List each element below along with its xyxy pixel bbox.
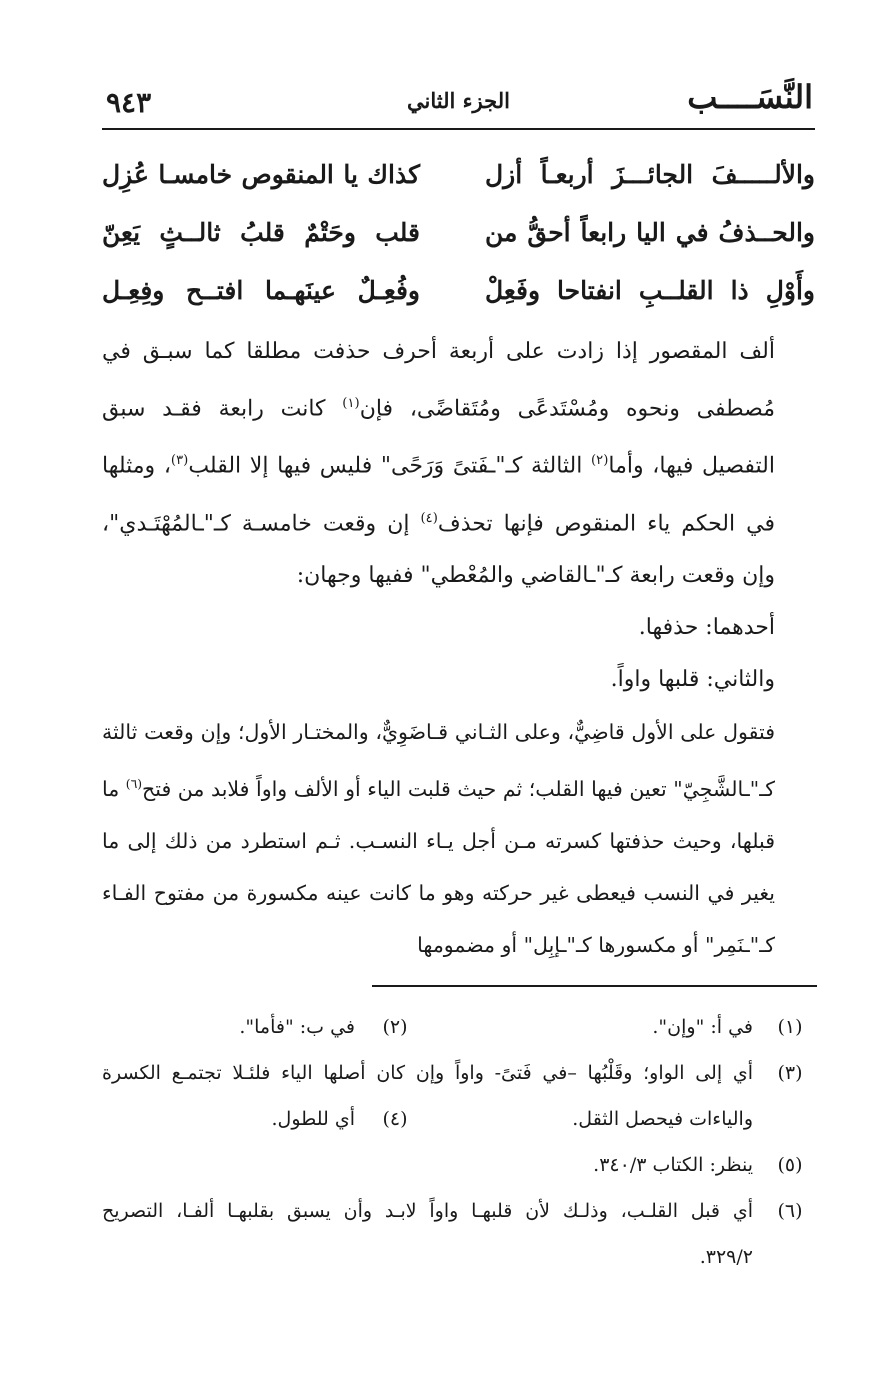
footnote (102, 1100, 815, 1146)
verse-line (102, 208, 815, 266)
footnote-text: ٣٢٩/٢. (699, 1246, 753, 1268)
paragraph: ألف المقصور إذا زادت على أربعة أحرف حذفت مطلقا كما سبـق في مُصطفى ونحوه ومُسْتَدعًى ومُتَقاضًى، فإن$^{(١)}$ كانت رابعة فقـد سبق التفصيل فيها، وأما$^{(٢)}$ الثالثة كـ"ـفَتىً وَرَحًى" فليس فيها إلا القلب$^{(٣)}$، ومثلها في الحكم ياء المنقوص فإنها تحذف$^{(٤)}$ إن وقعت خامسـة كـ"ـالمُهْتَـدي"، وإن وقعت رابعة كـ"ـالقاضي والمُعْطي" ففيها وجهان: (102, 339, 776, 588)
paragraph: أحدهما: حذفها. (638, 614, 775, 640)
footnote-separator (372, 985, 817, 987)
verse-first-hemistich: وأَوْلِ ذا القلــبِ انفتاحا وفَعِلْ (485, 276, 815, 305)
footnote-text: أي إلى الواو؛ وقَلْبُها –في فَتىً- واواً وإن كان أصلها الياء فلئـلا تجتمـع الكسرة (102, 1062, 753, 1084)
verse-second-hemistich: وفُعِـلٌ عينَهـما افتــح وفِعِـل (102, 276, 420, 305)
paragraph: فتقول على الأول قاضِيٌّ، وعلى الثـاني قـاضَوِيٌّ، والمختـار الأول؛ وإن وقعت ثالثة كـ"ـالشَّجِيّ" تعين فيها القلب؛ ثم حيث قلبت الياء أو الألف واواً فلابد من فتح$^{(٦)}$ ما قبلها، وحيث حذفتها كسرته مـن أجل يـاء النسـب. ثـم استطرد من ذلك إلى ما يغير في النسب فيعطى غير حركته وهو ما كانت عينه مكسورة من مفتوح الفـاء كـ"ـنَمِر" أو مكسورها كـ"ـإبِل" أو مضمومها (102, 719, 776, 957)
footnote-number: (٣) (777, 1062, 803, 1084)
footnote-text: في ب: "فأما". (239, 1016, 355, 1038)
footnote-number: (٢) (382, 1016, 408, 1038)
footnote-ref: (٤) (420, 510, 438, 526)
footnote-text: ينظر: الكتاب ٣٤٠/٣. (593, 1154, 753, 1176)
verse-first-hemistich: والحــذفُ في اليا رابعاً أحقُّ من (485, 218, 815, 247)
footnote-text: والياءات فيحصل الثقل. (572, 1108, 753, 1130)
footnote-number: (٥) (777, 1154, 803, 1176)
page-number: ٩٤٣ (106, 86, 152, 119)
chapter-title: النَّسَــــب (687, 78, 813, 116)
footnotes (102, 1008, 815, 1284)
footnote-number: (٦) (777, 1200, 803, 1222)
verse-second-hemistich: كذاك يا المنقوص خامسـا عُزِل (102, 160, 420, 189)
footnote (102, 1146, 815, 1192)
page-header (102, 76, 815, 130)
footnote-number: (٤) (382, 1108, 408, 1130)
footnote-ref: (٢) (591, 453, 609, 469)
footnote (102, 1054, 815, 1100)
footnote-ref: (٦) (125, 776, 143, 791)
verse-line (102, 150, 815, 208)
footnote-text: أي للطول. (271, 1108, 355, 1130)
footnote-ref: (١) (342, 396, 360, 411)
verse-second-hemistich: قلب وحَتْمٌ قلبُ ثالــثٍ يَعِنّ (102, 218, 420, 247)
footnote-ref: (٣) (170, 453, 189, 469)
verse-block (102, 150, 815, 324)
footnote-text: في أ: "وإن". (652, 1016, 753, 1038)
verse-line (102, 266, 815, 324)
body-text (102, 326, 815, 971)
footnote-text: أي قبل القلـب، وذلـك لأن قلبهـا واواً لابـد وأن يسبق بقلبهـا ألفـا، التصريح (102, 1200, 753, 1222)
paragraph: والثاني: قلبها واواً. (610, 666, 775, 692)
footnote-number: (١) (777, 1016, 803, 1038)
verse-first-hemistich: والألـــــفَ الجائـــزَ أربعـاً أزل (485, 160, 815, 189)
footnote (102, 1008, 815, 1054)
footnote (102, 1192, 815, 1238)
part-title: الجزء الثاني (407, 88, 510, 113)
footnote (102, 1238, 815, 1284)
